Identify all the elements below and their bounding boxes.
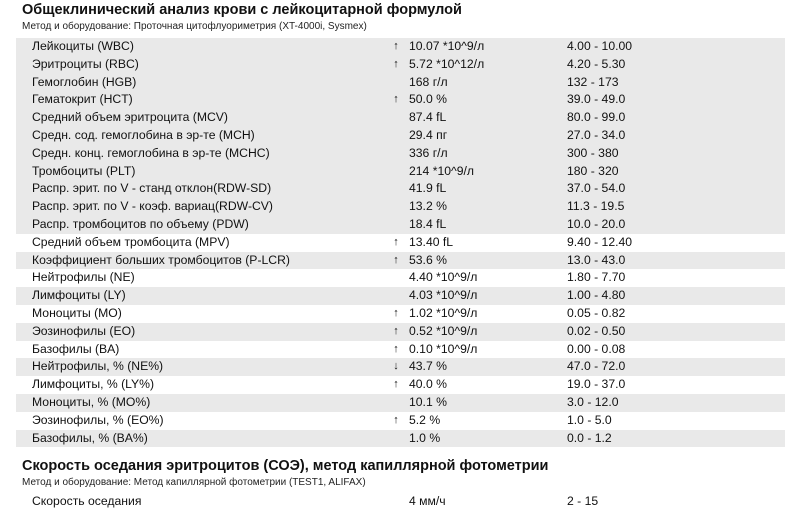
test-value: 4.03 *10^9/л <box>409 288 478 303</box>
test-value: 336 г/л <box>409 145 448 160</box>
result-row-hgb <box>16 74 785 92</box>
reference-range: 132 - 173 <box>567 74 619 89</box>
test-value: 10.07 *10^9/л <box>409 39 485 53</box>
test-name: Средн. конц. гемоглобина в эр-те (MCHC) <box>32 145 270 160</box>
reference-range: 1.0 - 5.0 <box>567 412 612 427</box>
test-value: 13.2 % <box>409 199 447 214</box>
reference-range: 0.00 - 0.08 <box>567 341 626 356</box>
test-name: Средний объем тромбоцита (MPV) <box>32 234 230 249</box>
reference-range: 180 - 320 <box>567 163 619 178</box>
result-row-ba-pct <box>16 430 785 448</box>
test-name: Распр. эрит. по V - коэф. вариац(RDW-CV) <box>32 199 273 214</box>
reference-range: 4.20 - 5.30 <box>567 56 626 71</box>
reference-range: 0.0 - 1.2 <box>567 430 612 445</box>
test-name: Лимфоциты (LY) <box>32 288 126 303</box>
result-row-mch <box>16 127 785 145</box>
result-row-wbc <box>16 38 785 56</box>
test-name: Базофилы (BA) <box>32 341 120 356</box>
test-name: Нейтрофилы (NE) <box>32 270 135 285</box>
result-row-rdw-cv <box>16 198 785 216</box>
reference-range: 1.80 - 7.70 <box>567 270 626 285</box>
reference-range: 13.0 - 43.0 <box>567 252 626 267</box>
reference-range: 0.02 - 0.50 <box>567 323 626 338</box>
flag-up-icon: ↑ <box>393 40 399 52</box>
test-value: 50.0 % <box>409 92 447 107</box>
test-value: 5.2 % <box>409 412 441 427</box>
result-row-mpv <box>16 234 785 252</box>
test-name: Нейтрофилы, % (NE%) <box>32 359 164 374</box>
cbc-section-title: Общеклинический анализ крови с лейкоцитарной формулой <box>22 2 462 18</box>
result-row-mchc <box>16 145 785 163</box>
test-value: 87.4 fL <box>409 110 447 125</box>
reference-range: 3.0 - 12.0 <box>567 394 619 409</box>
result-row-ne <box>16 269 785 287</box>
reference-range: 27.0 - 34.0 <box>567 127 626 142</box>
test-name: Скорость оседания <box>32 494 142 508</box>
result-row-mo <box>16 305 785 323</box>
test-value: 40.0 % <box>409 377 447 392</box>
test-value: 53.6 % <box>409 252 447 267</box>
result-row-eo-pct <box>16 412 785 430</box>
test-name: Эозинофилы (EO) <box>32 323 136 338</box>
reference-range: 2 - 15 <box>567 494 599 508</box>
result-row-plt <box>16 163 785 181</box>
reference-range: 47.0 - 72.0 <box>567 359 626 374</box>
result-row-mo-pct <box>16 394 785 412</box>
test-value: 1.0 % <box>409 430 441 445</box>
test-value: 10.1 % <box>409 394 447 409</box>
test-value: 168 г/л <box>409 74 448 89</box>
test-value: 43.7 % <box>409 359 447 374</box>
result-row-esr <box>16 493 785 511</box>
esr-method-line: Метод и оборудование: Метод капиллярной фотометрии (TEST1, ALIFAX) <box>22 477 366 488</box>
test-name: Базофилы, % (BA%) <box>32 430 148 445</box>
test-name: Тромбоциты (PLT) <box>32 163 136 178</box>
esr-section-title: Скорость оседания эритроцитов (СОЭ), метод капиллярной фотометрии <box>22 458 549 474</box>
test-name: Лейкоциты (WBC) <box>32 39 134 53</box>
test-value: 18.4 fL <box>409 216 447 231</box>
test-name: Гематокрит (HCT) <box>32 92 133 107</box>
reference-range: 37.0 - 54.0 <box>567 181 626 196</box>
cbc-results-table <box>16 38 785 447</box>
reference-range: 0.05 - 0.82 <box>567 305 626 320</box>
flag-up-icon: ↑ <box>393 235 399 248</box>
result-row-mcv <box>16 109 785 127</box>
result-row-ne-pct <box>16 358 785 376</box>
result-row-ly <box>16 287 785 305</box>
result-row-ly-pct <box>16 376 785 394</box>
flag-up-icon: ↑ <box>393 93 399 106</box>
test-name: Распр. эрит. по V - станд отклон(RDW-SD) <box>32 181 272 196</box>
test-name: Средний объем эритроцита (MCV) <box>32 110 228 125</box>
flag-up-icon: ↑ <box>393 324 399 337</box>
test-name: Моноциты (MO) <box>32 305 122 320</box>
test-value: 4.40 *10^9/л <box>409 270 478 285</box>
test-value: 41.9 fL <box>409 181 447 196</box>
result-row-hct <box>16 91 785 109</box>
flag-up-icon: ↑ <box>393 57 399 70</box>
test-value: 0.10 *10^9/л <box>409 341 478 356</box>
result-row-eo <box>16 323 785 341</box>
result-row-ba <box>16 341 785 359</box>
reference-range: 1.00 - 4.80 <box>567 288 626 303</box>
test-value: 29.4 пг <box>409 127 448 142</box>
test-value: 13.40 fL <box>409 234 454 249</box>
test-value: 214 *10^9/л <box>409 163 475 178</box>
reference-range: 9.40 - 12.40 <box>567 234 633 249</box>
flag-up-icon: ↑ <box>393 306 399 319</box>
test-name: Эритроциты (RBC) <box>32 56 139 71</box>
flag-up-icon: ↑ <box>393 342 399 355</box>
test-value: 5.72 *10^12/л <box>409 56 485 71</box>
flag-up-icon: ↑ <box>393 413 399 426</box>
test-name: Эозинофилы, % (EO%) <box>32 412 164 427</box>
reference-range: 19.0 - 37.0 <box>567 377 626 392</box>
test-name: Коэффициент больших тромбоцитов (P-LCR) <box>32 252 290 267</box>
flag-up-icon: ↑ <box>393 378 399 391</box>
test-name: Средн. сод. гемоглобина в эр-те (MCH) <box>32 127 255 142</box>
result-row-rdw-sd <box>16 180 785 198</box>
reference-range: 39.0 - 49.0 <box>567 92 626 107</box>
test-value: 1.02 *10^9/л <box>409 305 478 320</box>
flag-up-icon: ↑ <box>393 253 399 266</box>
flag-down-icon: ↓ <box>393 360 399 373</box>
reference-range: 300 - 380 <box>567 145 619 160</box>
test-name: Гемоглобин (HGB) <box>32 74 137 89</box>
test-name: Лимфоциты, % (LY%) <box>32 377 155 392</box>
result-row-p-lcr <box>16 252 785 270</box>
esr-results-table <box>16 493 785 511</box>
reference-range: 4.00 - 10.00 <box>567 39 633 53</box>
test-value: 4 мм/ч <box>409 494 446 508</box>
test-name: Распр. тромбоцитов по объему (PDW) <box>32 216 249 231</box>
test-name: Моноциты, % (MO%) <box>32 394 151 409</box>
result-row-rbc <box>16 56 785 74</box>
test-value: 0.52 *10^9/л <box>409 323 478 338</box>
cbc-method-line: Метод и оборудование: Проточная цитофлуориметрия (XT-4000i, Sysmex) <box>22 21 367 32</box>
reference-range: 80.0 - 99.0 <box>567 110 626 125</box>
reference-range: 10.0 - 20.0 <box>567 216 626 231</box>
reference-range: 11.3 - 19.5 <box>567 199 625 214</box>
result-row-pdw <box>16 216 785 234</box>
